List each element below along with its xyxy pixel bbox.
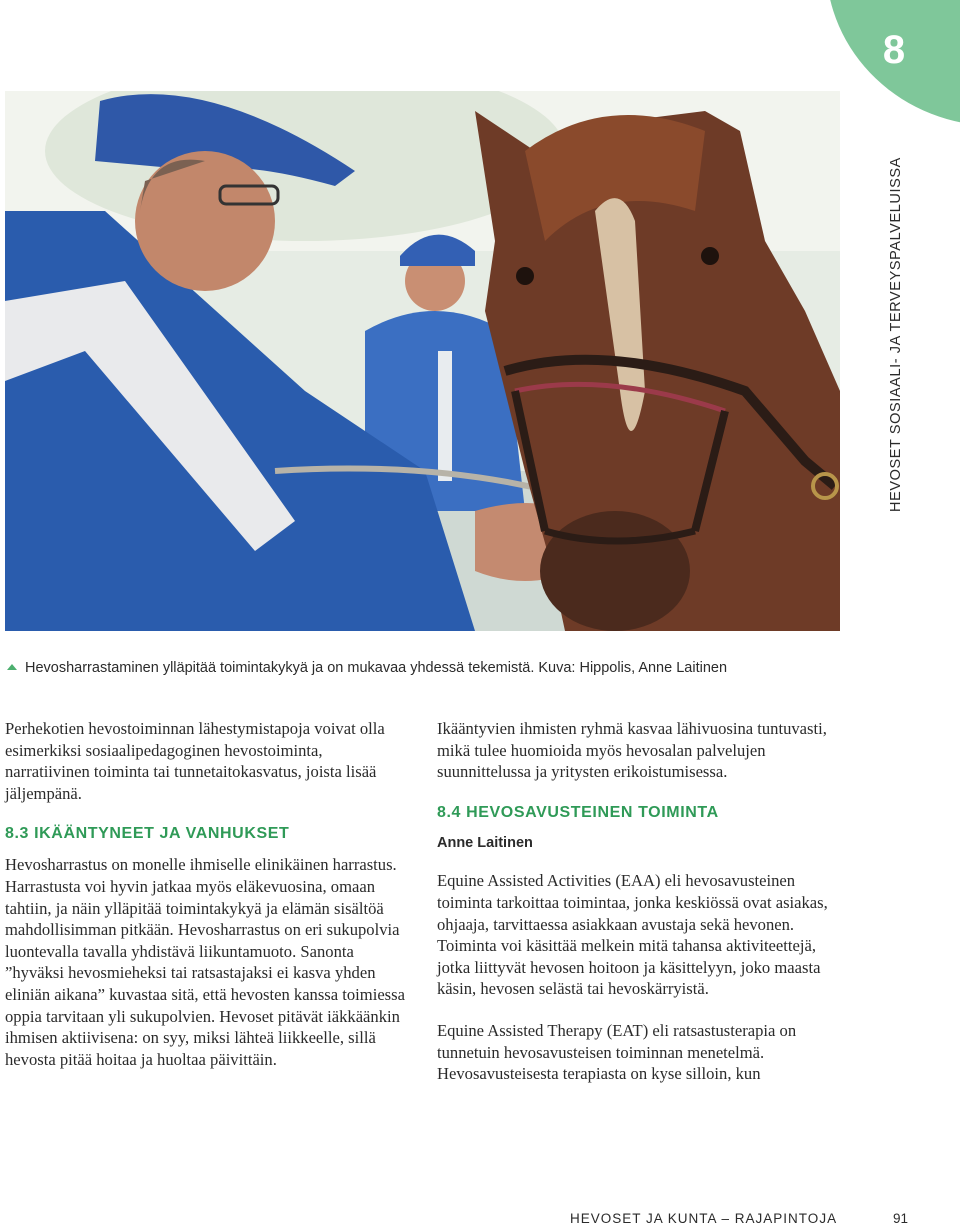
- photo: [5, 91, 840, 631]
- intro-paragraph: Perhekotien hevostoiminnan lähestymistapoja voivat olla esimerkiksi sosiaalipedagoginen hevostoiminta, narratiivinen toiminta tai tunnetaitokasvatus, joista lisää jäljempänä.: [5, 719, 385, 803]
- caption-text: Hevosharrastaminen ylläpitää toimintakykyä ja on mukavaa yhdessä tekemistä. Kuva: Hippolis, Anne Laitinen: [25, 660, 728, 676]
- body-paragraph: Equine Assisted Therapy (EAT) eli ratsastusterapia on tunnetuin hevosavusteisen toiminnan menetelmä. Hevosavusteisesta terapiasta on kyse silloin, kun: [437, 1020, 797, 1084]
- footer-title: HEVOSET JA KUNTA – RAJAPINTOJA: [570, 1211, 838, 1226]
- chapter-number: 8: [882, 28, 906, 72]
- author-name: Anne Laitinen: [437, 834, 533, 851]
- page-number: 91: [893, 1211, 909, 1226]
- section-heading-8-3: 8.3 IKÄÄNTYNEET JA VANHUKSET: [5, 825, 290, 843]
- triangle-up-icon: [7, 664, 17, 670]
- intro-paragraph: Ikääntyvien ihmisten ryhmä kasvaa lähivuosina tuntuvasti, mikä tulee huomioida myös hevosalan palvelujen suunnittelussa ja yritysten erikoistumisessa.: [437, 719, 827, 782]
- section-heading-8-4: 8.4 HEVOSAVUSTEINEN TOIMINTA: [437, 803, 719, 821]
- right-column: [437, 718, 839, 1105]
- running-title: HEVOSET SOSIAALI- JA TERVEYSPALVELUISSA: [888, 157, 904, 512]
- left-column: [5, 718, 407, 1090]
- photo-caption: [7, 660, 837, 676]
- body-paragraph: Hevosharrastus on monelle ihmiselle elinikäinen harrastus. Harrastusta voi hyvin jatkaa myös eläkevuosina, omaan tahtiin, ja näin ylläpitää toimintakykyä ja elämän sisältöä mahdollisimman pitkään. Hevosharrastus on eri sukupolvia luontevalla tavalla yhdistävä liikuntamuoto. Sanonta ”hyväksi hevosmieheksi tai ratsastajaksi ei kasva yhden eliniän aikana” kuvastaa sitä, että hevosten kanssa toimiessa oppia tarvitaan yli sukupolvien. Hevoset pitävät iäkkäänkin ihmisen aktiivisena: on syy, miksi lähteä liikkeelle, sillä hevosta pitää hoitaa ja huoltaa päivittäin.: [5, 855, 405, 1069]
- body-paragraph: Equine Assisted Activities (EAA) eli hevosavusteinen toiminta tarkoittaa toimintaa, jonka keskiössä ovat asiakas, ohjaaja, tarvittaessa asiakkaan avustaja sekä hevonen. Toiminta voi käsittää melkein mitä tahansa aktiviteettejä, jotka liittyvät hevosen hoitoon ja käsittelyyn, joko maasta käsin, hevosen selästä tai hevoskärryistä.: [437, 871, 828, 999]
